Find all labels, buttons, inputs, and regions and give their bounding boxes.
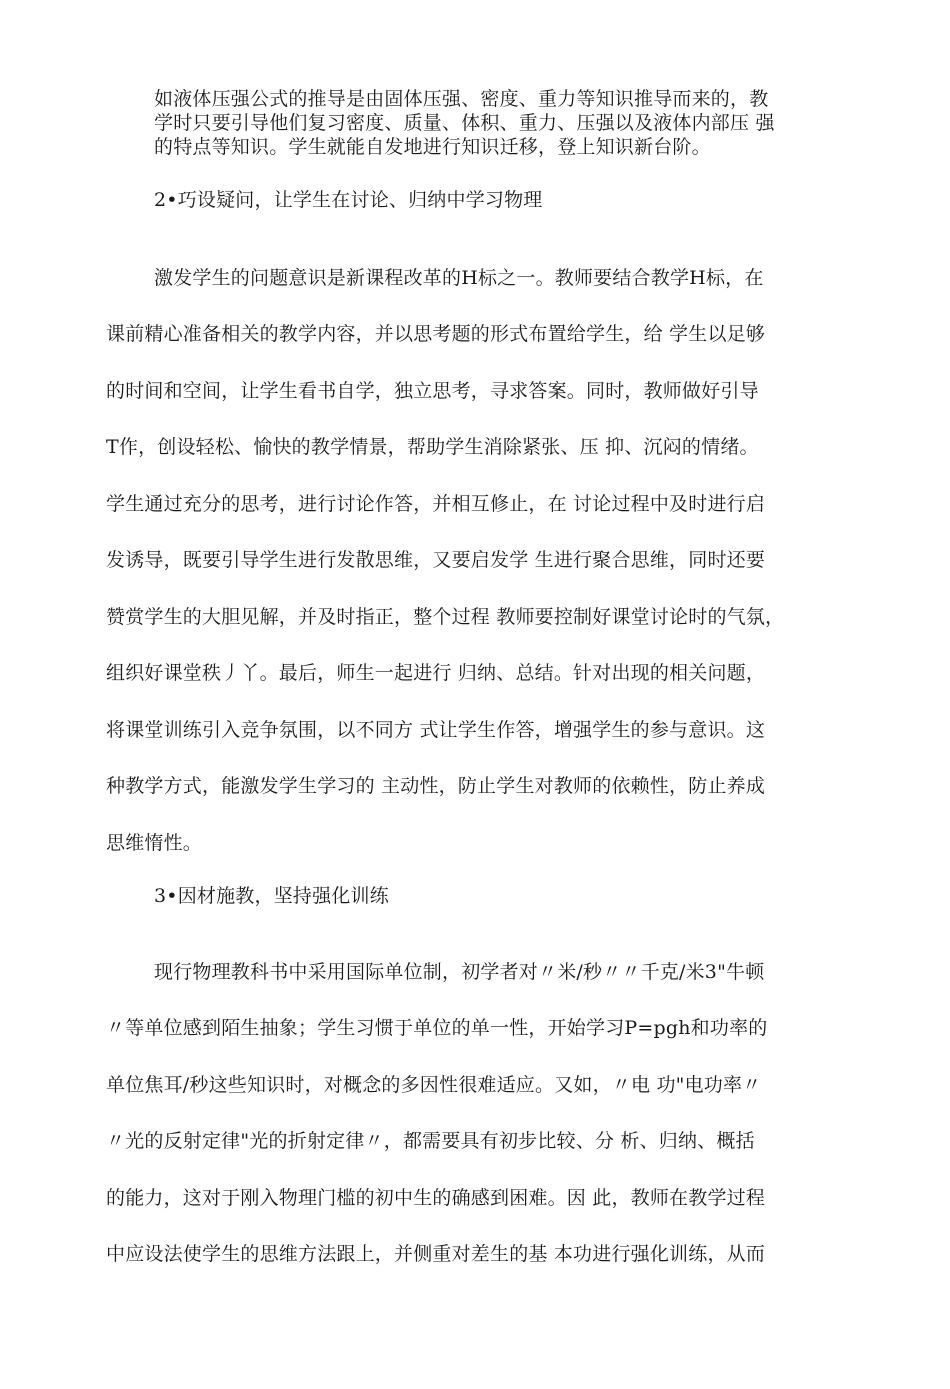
heading-text: 2•巧设疑问，让学生在讨论、归纳中学习物理: [154, 189, 543, 211]
text-line: 学生通过充分的思考，进行讨论作答，并相互修止，在 讨论过程中及时进行启: [106, 493, 766, 515]
text-line: 组织好课堂秩丿丫。最后，师生一起进行 归纳、总结。针对出现的相关问题，: [106, 662, 766, 684]
text-line: 中应设法使学生的思维方法跟上，并侧重对差生的基 本功进行强化训练，从而: [106, 1243, 766, 1265]
heading-text: 3•因材施教，坚持强化训练: [154, 885, 389, 907]
text-line: 如液体压强公式的推导是由固体压强、密度、重力等知识推导而来的，教: [154, 88, 769, 110]
text-line: 激发学生的问题意识是新课程改革的H标之一。教师要结合教学H标，在: [154, 267, 764, 289]
text-line: 的特点等知识。学生就能自发地进行知识迁移，登上知识新台阶。: [154, 136, 711, 158]
text-line: 现行物理教科书中采用国际单位制，初学者对〃米/秒〃〃千克/米3"牛顿: [154, 961, 765, 983]
text-line: 的时间和空间，让学生看书自学，独立思考，寻求答案。同时，教师做好引导: [106, 380, 759, 402]
text-line: 〃等单位感到陌生抽象；学生习惯于单位的单一性，开始学习P=pgh和功率的: [106, 1017, 768, 1039]
text-line: 赞赏学生的大胆见解，并及时指正，整个过程 教师要控制好课堂讨论时的气氛，: [106, 606, 785, 628]
text-line: 思维惰性。: [106, 832, 203, 854]
text-line: 学时只要引导他们复习密度、质量、体积、重力、压强以及液体内部压 强: [154, 112, 775, 134]
text-line: T作，创设轻松、愉快的教学情景，帮助学生消除紧张、压 抑、沉闷的情绪。: [106, 436, 759, 458]
text-line: 将课堂训练引入竞争氛围，以不同方 式让学生作答，增强学生的参与意识。这: [106, 719, 766, 741]
text-line: 的能力，这对于刚入物理门槛的初中生的确感到困难。因 此，教师在教学过程: [106, 1187, 766, 1209]
text-line: 单位焦耳/秒这些知识时，对概念的多因性很难适应。又如，〃电 功"电功率〃: [106, 1074, 762, 1096]
text-line: 课前精心准备相关的教学内容，并以思考题的形式布置给学生，给 学生以足够: [106, 323, 766, 345]
text-line: 发诱导，既要引导学生进行发散思维，又要启发学 生进行聚合思维，同时还要: [106, 549, 766, 571]
text-line: 〃光的反射定律"光的折射定律〃，都需要具有初步比较、分 析、归纳、概括: [106, 1130, 755, 1152]
text-line: 种教学方式，能激发学生学习的 主动性，防止学生对教师的依赖性，防止养成: [106, 775, 766, 797]
